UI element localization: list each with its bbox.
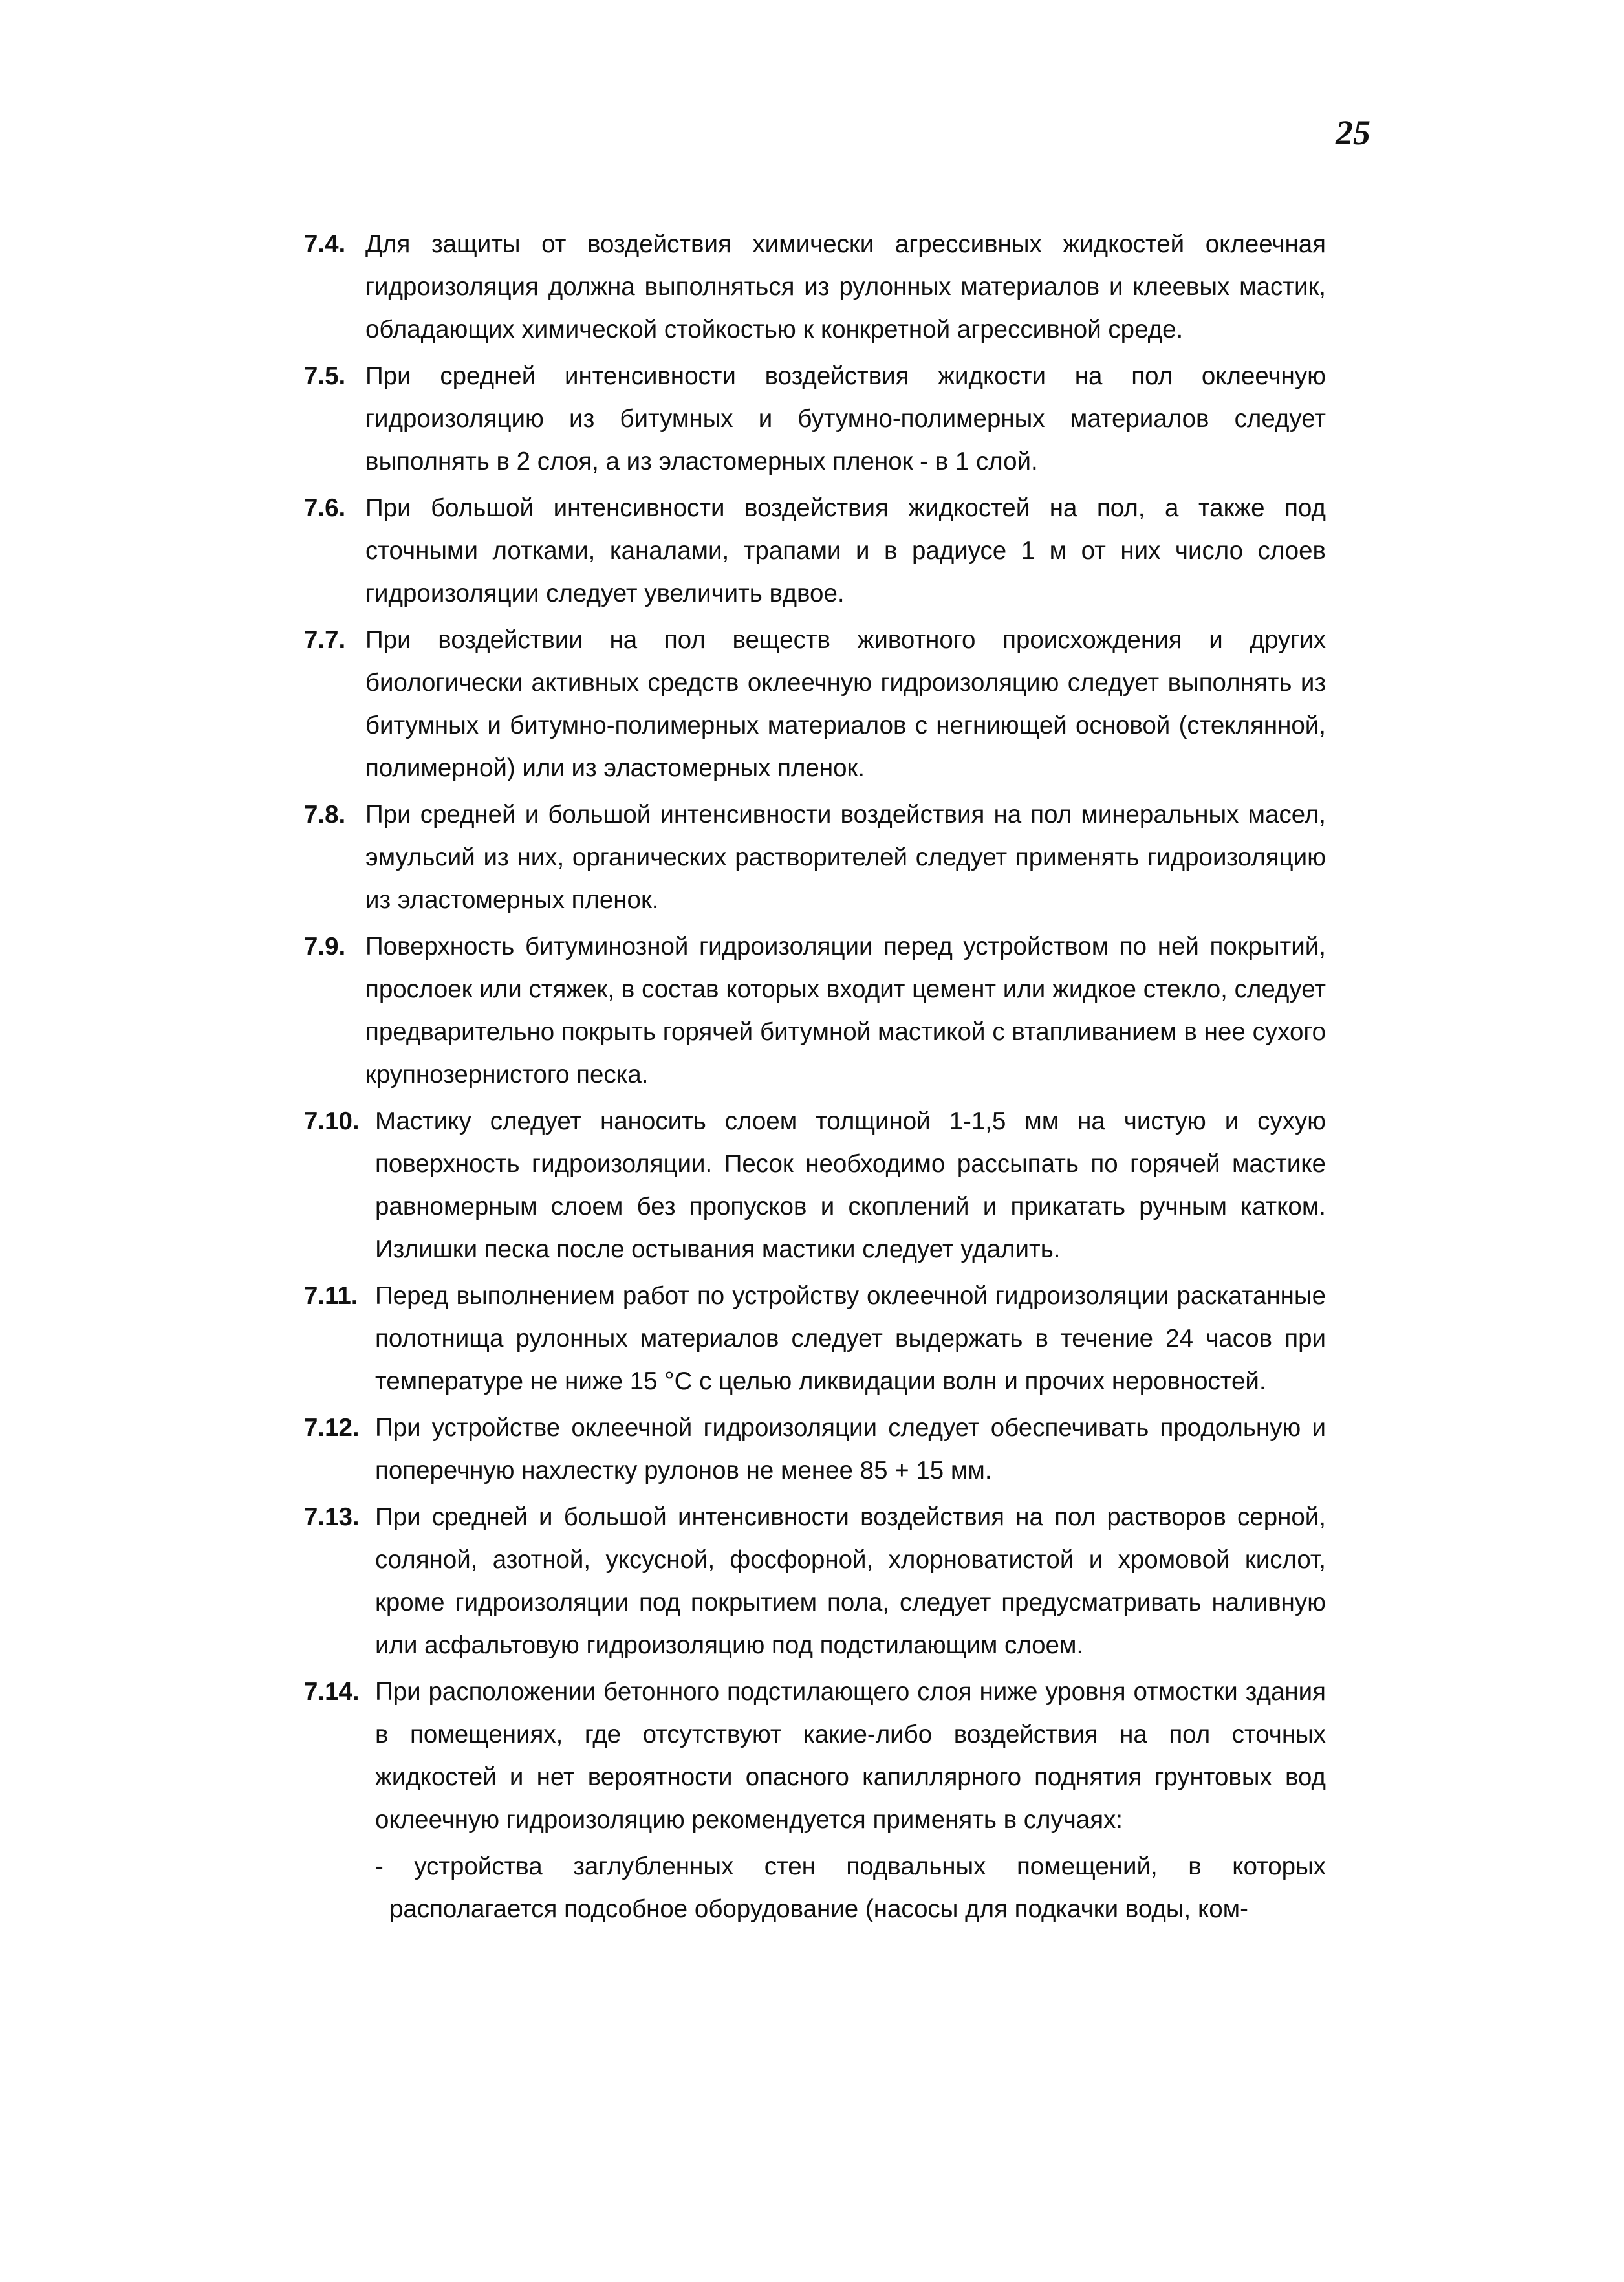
clause-number: 7.8. xyxy=(304,801,346,829)
clause-number: 7.9. xyxy=(304,933,346,961)
clause-text: При средней интенсивности воздействия жидкости на пол оклеечную гидроизоляцию из битумных и бутумно-полимерных материалов следует выполнять в 2 слоя, а из эластомерных пленок - в 1 слой. xyxy=(365,362,1326,475)
clause-7-12 xyxy=(304,1407,1326,1492)
clause-7-6 xyxy=(304,487,1326,615)
clause-number: 7.14. xyxy=(304,1678,360,1706)
clause-7-4 xyxy=(304,223,1326,351)
clause-number: 7.4. xyxy=(304,230,346,258)
clause-7-7 xyxy=(304,619,1326,790)
clause-text: При расположении бетонного подстилающего слоя ниже уровня отмостки здания в помещениях, где отсутствуют какие-либо воздействия на пол сточных жидкостей и нет вероятности опасного капиллярного поднятия грунтовых вод оклеечную гидроизоляцию рекомендуется применять в случаях: xyxy=(375,1678,1326,1834)
clause-text: При средней и большой интенсивности воздействия на пол минеральных масел, эмульсий из них, органических растворителей следует применять гидроизоляцию из эластомерных пленок. xyxy=(365,801,1326,914)
clause-text: Перед выполнением работ по устройству оклеечной гидроизоляции раскатанные полотнища рулонных материалов следует выдержать в течение 24 часов при температуре не ниже 15 °С с целью ликвидации волн и прочих неровностей. xyxy=(375,1282,1326,1395)
clause-number: 7.5. xyxy=(304,362,346,390)
clause-7-10 xyxy=(304,1100,1326,1271)
clause-text: Мастику следует наносить слоем толщиной 1-1,5 мм на чистую и сухую поверхность гидроизоляции. Песок необходимо рассыпать по горячей мастике равномерным слоем без пропусков и скоплений и прикатать ручным катком. Излишки песка после остывания мастики следует удалить. xyxy=(375,1107,1326,1263)
document-body xyxy=(304,223,1326,1931)
clause-text: При воздействии на пол веществ животного происхождения и других биологически активных средств оклеечную гидроизоляцию следует выполнять из битумных и битумно-полимерных материалов с негниющей основой (стеклянной, полимерной) или из эластомерных пленок. xyxy=(365,626,1326,782)
clause-text: При средней и большой интенсивности воздействия на пол растворов серной, соляной, азотной, уксусной, фосфорной, хлорноватистой и хромовой кислот, кроме гидроизоляции под покрытием пола, следует предусматривать наливную или асфальтовую гидроизоляцию под подстилающим слоем. xyxy=(375,1503,1326,1659)
clause-number: 7.12. xyxy=(304,1414,360,1442)
sub-item-text: - устройства заглубленных стен подвальных помещений, в которых располагается подсобное оборудование (насосы для подкачки воды, ком- xyxy=(375,1853,1326,1923)
clause-7-8 xyxy=(304,794,1326,922)
clause-number: 7.7. xyxy=(304,626,346,654)
clause-number: 7.11. xyxy=(304,1282,358,1310)
clause-7-11 xyxy=(304,1275,1326,1403)
clause-7-9 xyxy=(304,926,1326,1096)
clause-7-14-sub-item xyxy=(304,1845,1326,1931)
clause-number: 7.6. xyxy=(304,494,346,522)
clause-text: При большой интенсивности воздействия жидкостей на пол, а также под сточными лотками, каналами, трапами и в радиусе 1 м от них число слоев гидроизоляции следует увеличить вдвое. xyxy=(365,494,1326,607)
clause-number: 7.10. xyxy=(304,1107,360,1135)
clause-text: Поверхность битуминозной гидроизоляции перед устройством по ней покрытий, прослоек или стяжек, в состав которых входит цемент или жидкое стекло, следует предварительно покрыть горячей битумной мастикой с втапливанием в нее сухого крупнозернистого песка. xyxy=(365,933,1326,1089)
clause-number: 7.13. xyxy=(304,1503,360,1531)
clause-7-5 xyxy=(304,355,1326,483)
clause-text: При устройстве оклеечной гидроизоляции следует обеспечивать продольную и поперечную нахлестку рулонов не менее 85 + 15 мм. xyxy=(375,1414,1326,1484)
clause-text: Для защиты от воздействия химически агрессивных жидкостей оклеечная гидроизоляция должна выполняться из рулонных материалов и клеевых мастик, обладающих химической стойкостью к конкретной агрессивной среде. xyxy=(365,230,1326,343)
page-number: 25 xyxy=(1336,113,1370,152)
clause-7-14 xyxy=(304,1671,1326,1842)
clause-7-13 xyxy=(304,1496,1326,1667)
